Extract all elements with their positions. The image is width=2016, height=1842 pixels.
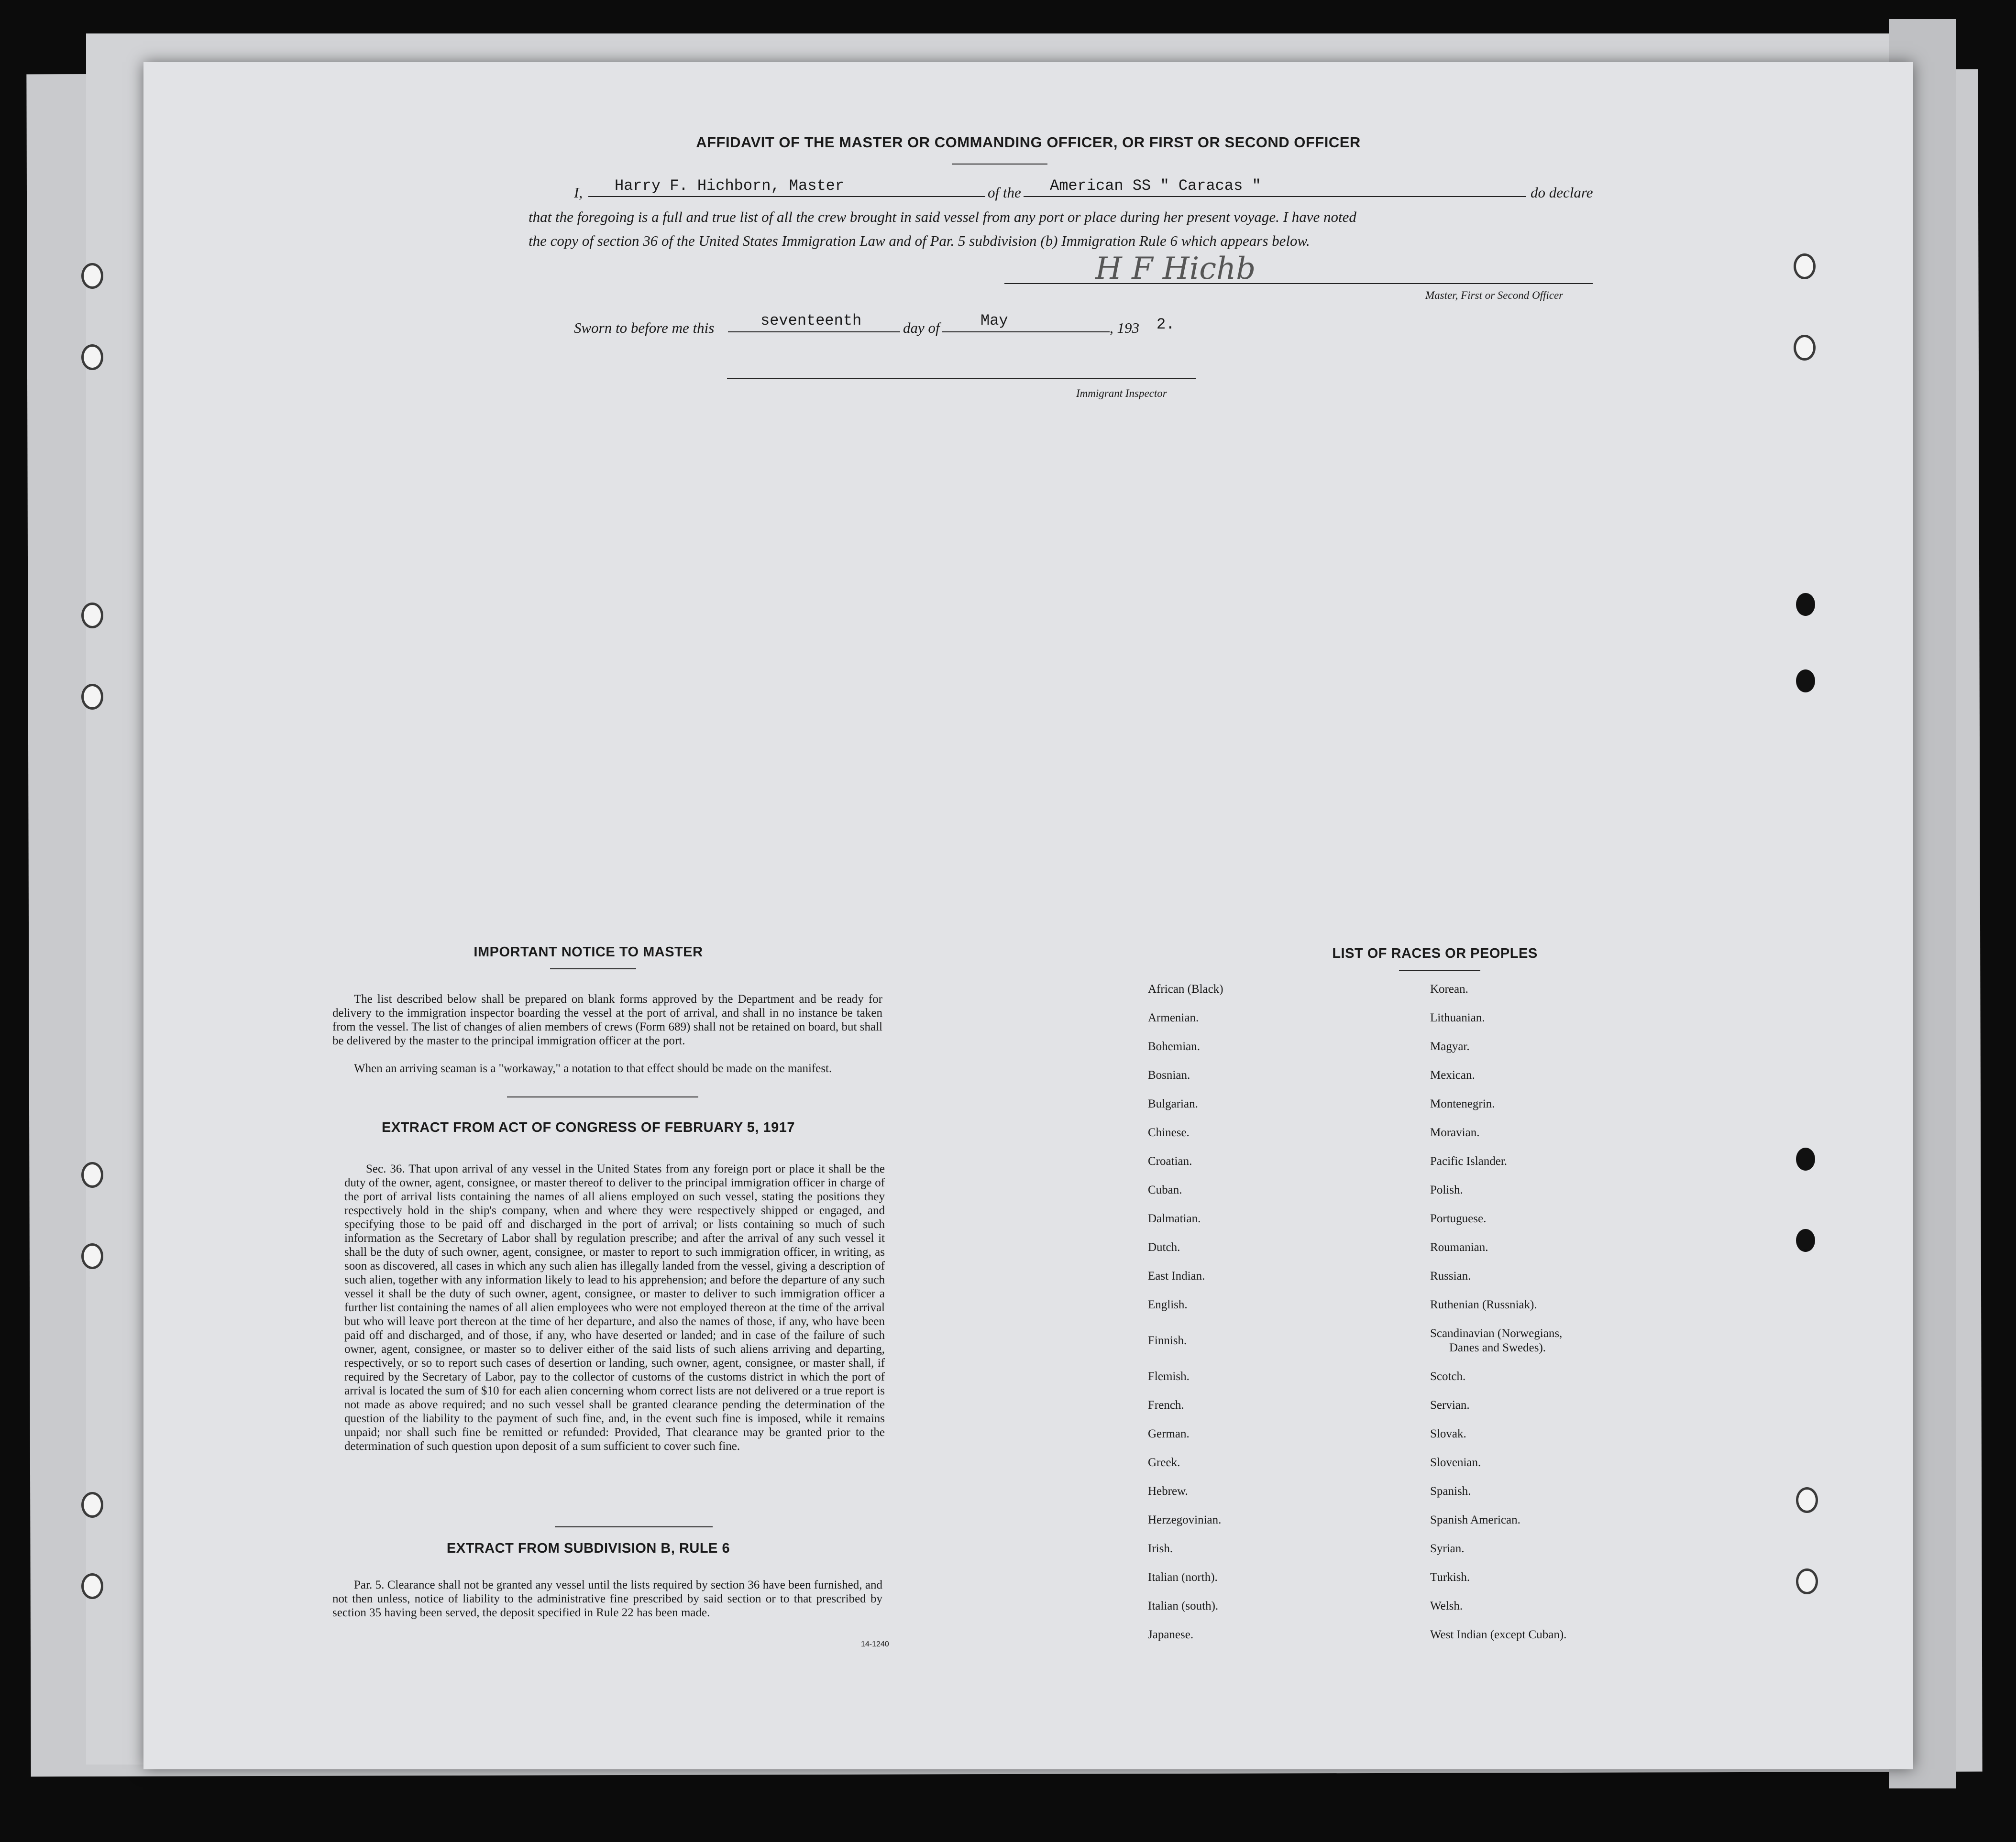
- notice-paragraph-1: The list described below shall be prepared on blank forms approved by the Department and be ready for delivery to the immigration inspector boarding the vessel at the port of arrival, and shall in no instance be taken from the vessel. The list of changes of alien members of crews (Form 689) shall not be retained on board, but shall be delivered by the master to the principal immigration officer at the port.: [332, 993, 882, 1047]
- race-item: Armenian.: [1148, 1011, 1199, 1024]
- race-item: Mexican.: [1430, 1069, 1475, 1082]
- extract-act-text: Sec. 36. That upon arrival of any vessel in the United States from any foreign port or place it shall be the duty of the owner, agent, consignee, or master thereof to deliver to the principal immigration officer in charge of the port of arrival lists containing the names of all aliens employed on such vessel, stating the positions they respectively hold in the ship's company, when and where they were respectively shipped or engaged, and specifying those to be paid off and discharged in the port of arrival; or lists containing so much of such information as the Secretary of Labor shall by regulation prescribe; and after the arrival of any such vessel it shall be the duty of such owner, agent, consignee, or master to report to such immigration officer, in writing, as soon as discovered, all cases in which any such alien has illegally landed from the vessel, giving a description of such alien, together with any information likely to lead to his apprehension; and before the departure of any such vessel it shall be the duty of such owner, agent, consignee, or master to deliver to such immigration officer a further list containing the names of all alien employees who were not employed thereon at the time of the arrival but who will leave port thereon at the time of her departure, and also the names of those, if any, who have been paid off and discharged, and of those, if any, who have deserted or landed; and in case of the failure of such owner, agent, consignee, or master so to deliver either of the said lists of such aliens arriving and departing, respectively, or so to report such cases of desertion or landing, such owner, agent, consignee, or master shall, if required by the Secretary of Labor, pay to the collector of customs of the customs district in which the port of arrival is located the sum of $10 for each alien concerning whom correct lists are not delivered or a true report is not made as above required; and no such vessel shall be granted clearance pending the determination of the question of the liability to the payment of such fine, and, in the event such fine is imposed, while it remains unpaid; nor shall such fine be remitted or refunded: Provided, That clearance may be granted prior to the determination of such question upon deposit of a sum sufficient to cover such fine.: [344, 1162, 885, 1453]
- punch-hole: [81, 263, 103, 289]
- race-item: Ruthenian (Russniak).: [1430, 1298, 1537, 1311]
- race-item: Moravian.: [1430, 1126, 1480, 1139]
- punch-hole: [81, 1492, 103, 1518]
- of-the-label: of the: [988, 184, 1021, 201]
- day-of-label: day of: [903, 319, 940, 336]
- extract-rule-text: Par. 5. Clearance shall not be granted any vessel until the lists required by section 36 have been furnished, and not then unless, notice of liability to the administrative fine prescribed by said section or to that prescribed by section 35 having been served, the deposit specified in Rule 22 has been made.: [332, 1579, 882, 1619]
- race-item: Korean.: [1430, 983, 1468, 996]
- handwritten-signature: H F Hichb: [1095, 251, 1256, 286]
- race-item: Slovak.: [1430, 1427, 1466, 1440]
- race-item: Irish.: [1148, 1542, 1173, 1555]
- affidavit-text-line1: that the foregoing is a full and true list of all the crew brought in said vessel from any port or place during her present voyage. I have noted: [529, 208, 1356, 225]
- form-number: 14-1240: [861, 1640, 889, 1648]
- sworn-month: May: [980, 312, 1008, 329]
- race-item: Bulgarian.: [1148, 1097, 1198, 1110]
- races-title: LIST OF RACES OR PEOPLES: [1332, 946, 1538, 961]
- punch-hole: [81, 1573, 103, 1599]
- race-item: Scotch.: [1430, 1370, 1466, 1383]
- race-item: Flemish.: [1148, 1370, 1190, 1383]
- race-item: Hebrew.: [1148, 1485, 1188, 1498]
- race-item: Italian (south).: [1148, 1600, 1219, 1612]
- race-item: West Indian (except Cuban).: [1430, 1628, 1567, 1641]
- race-item: Spanish.: [1430, 1485, 1471, 1498]
- race-item: Syrian.: [1430, 1542, 1465, 1555]
- race-item: Portuguese.: [1430, 1212, 1487, 1225]
- race-item: Greek.: [1148, 1456, 1180, 1469]
- inspector-line: [727, 378, 1196, 379]
- race-item: French.: [1148, 1399, 1184, 1412]
- race-item: East Indian.: [1148, 1270, 1205, 1283]
- day-underline: [728, 331, 900, 332]
- sworn-day: seventeenth: [760, 312, 862, 329]
- name-underline: [588, 196, 985, 197]
- race-item: Montenegrin.: [1430, 1097, 1495, 1110]
- race-item: Turkish.: [1430, 1571, 1470, 1584]
- punch-hole: [1794, 335, 1816, 361]
- extract-rule-title: EXTRACT FROM SUBDIVISION B, RULE 6: [446, 1541, 730, 1556]
- punch-hole: [81, 344, 103, 370]
- master-name: Harry F. Hichborn, Master: [615, 177, 845, 195]
- race-item: Danes and Swedes).: [1449, 1341, 1546, 1354]
- affidavit-title: AFFIDAVIT OF THE MASTER OR COMMANDING OFFICER, OR FIRST OR SECOND OFFICER: [696, 134, 1361, 151]
- punch-hole: [1796, 1487, 1818, 1513]
- punch-hole: [1796, 1148, 1815, 1171]
- race-item: Herzegovinian.: [1148, 1513, 1222, 1526]
- year-prefix: , 193: [1110, 319, 1139, 336]
- extract-act-title: EXTRACT FROM ACT OF CONGRESS OF FEBRUARY 5, 1917: [381, 1120, 795, 1135]
- race-item: Dutch.: [1148, 1241, 1180, 1254]
- signature-line: [1004, 283, 1593, 284]
- race-item: Welsh.: [1430, 1600, 1463, 1612]
- race-item: Bohemian.: [1148, 1040, 1201, 1053]
- race-item: English.: [1148, 1298, 1188, 1311]
- do-declare-label: do declare: [1531, 184, 1593, 201]
- sworn-label: Sworn to before me this: [574, 319, 715, 336]
- inspector-caption: Immigrant Inspector: [1076, 387, 1167, 399]
- race-item: Slovenian.: [1430, 1456, 1481, 1469]
- punch-hole: [1796, 1229, 1815, 1252]
- punch-hole: [81, 684, 103, 710]
- race-item: Magyar.: [1430, 1040, 1470, 1053]
- race-item: African (Black): [1148, 983, 1223, 996]
- race-item: Italian (north).: [1148, 1571, 1218, 1584]
- punch-hole: [81, 1162, 103, 1188]
- notice-paragraph-2: When an arriving seaman is a "workaway," a notation to that effect should be made on the manifest.: [354, 1062, 832, 1075]
- race-item: Cuban.: [1148, 1184, 1182, 1196]
- race-item: Polish.: [1430, 1184, 1463, 1196]
- punch-hole: [1796, 1568, 1818, 1594]
- signature-caption: Master, First or Second Officer: [1425, 289, 1564, 301]
- vessel-name: American SS " Caracas ": [1050, 177, 1261, 195]
- section-rule: [507, 1096, 698, 1097]
- year-suffix: 2.: [1157, 316, 1175, 333]
- punch-hole: [1796, 669, 1815, 692]
- race-item: Roumanian.: [1430, 1241, 1488, 1254]
- race-item: Bosnian.: [1148, 1069, 1190, 1082]
- vessel-underline: [1024, 196, 1526, 197]
- month-underline: [942, 331, 1110, 332]
- race-item: Dalmatian.: [1148, 1212, 1201, 1225]
- race-item: Finnish.: [1148, 1334, 1187, 1347]
- affidavit-text-line2: the copy of section 36 of the United States Immigration Law and of Par. 5 subdivision (b) Immigration Rule 6 which appears below.: [529, 232, 1310, 249]
- race-item: Japanese.: [1148, 1628, 1194, 1641]
- notice-rule: [550, 968, 636, 969]
- race-item: Servian.: [1430, 1399, 1470, 1412]
- race-item: Pacific Islander.: [1430, 1155, 1508, 1168]
- notice-title: IMPORTANT NOTICE TO MASTER: [474, 944, 703, 960]
- races-rule: [1399, 970, 1480, 971]
- race-item: Lithuanian.: [1430, 1011, 1485, 1024]
- document-page: [143, 62, 1913, 1769]
- race-item: Spanish American.: [1430, 1513, 1520, 1526]
- race-item: Russian.: [1430, 1270, 1471, 1283]
- punch-hole: [1796, 593, 1815, 616]
- race-item: Scandinavian (Norwegians,: [1430, 1327, 1563, 1340]
- race-item: Croatian.: [1148, 1155, 1192, 1168]
- section-rule: [555, 1526, 713, 1527]
- punch-hole: [81, 603, 103, 628]
- race-item: German.: [1148, 1427, 1190, 1440]
- affidavit-i: I,: [574, 184, 583, 201]
- punch-hole: [81, 1243, 103, 1269]
- punch-hole: [1794, 253, 1816, 279]
- race-item: Chinese.: [1148, 1126, 1190, 1139]
